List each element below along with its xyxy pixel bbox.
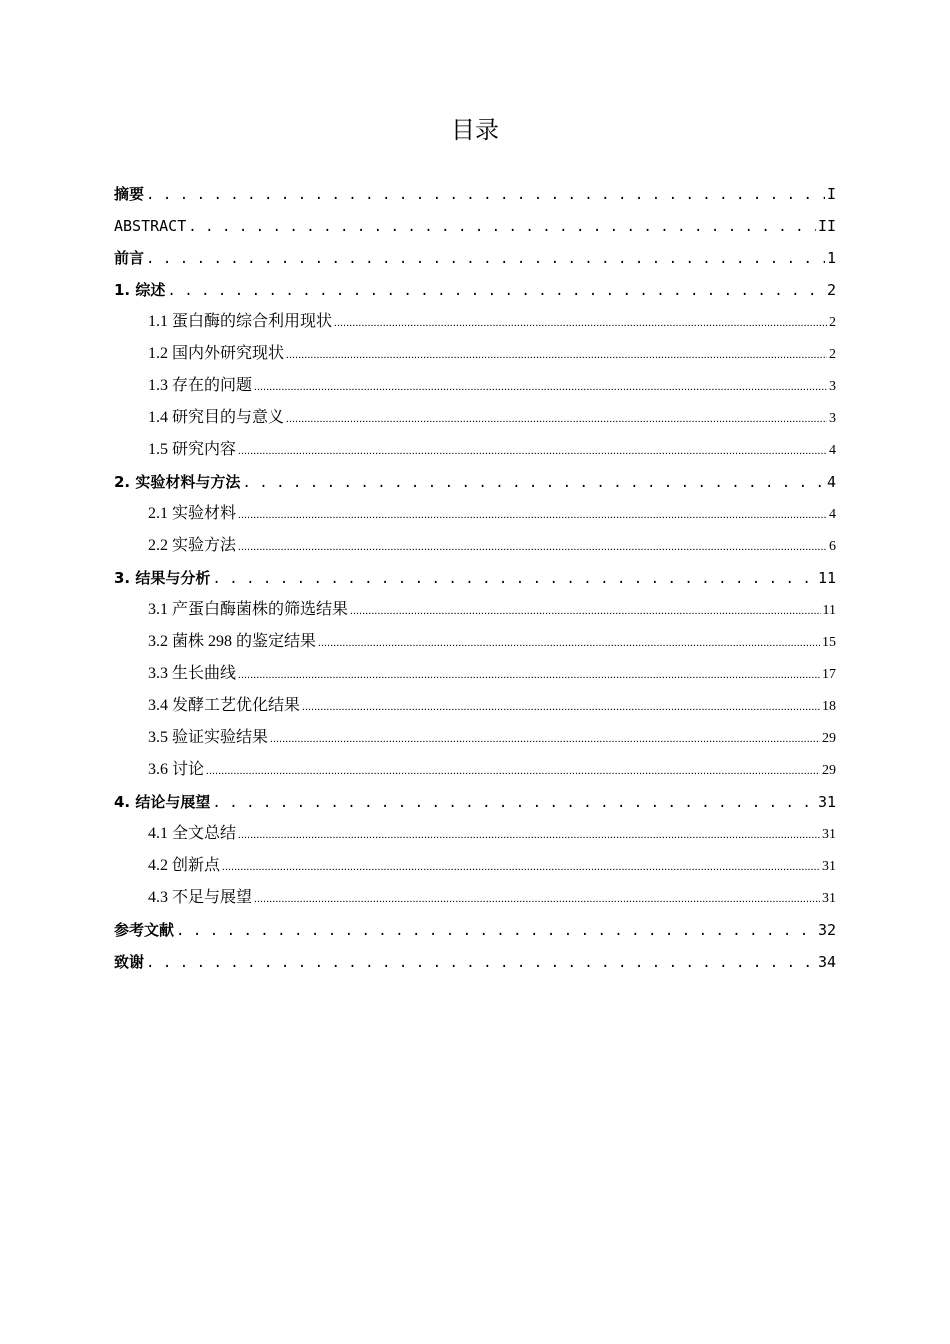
toc-entry[interactable] (114, 562, 836, 594)
toc-subentry[interactable] (114, 754, 836, 786)
dot-leader (146, 178, 825, 211)
dot-leader (212, 786, 816, 819)
toc-entry[interactable] (114, 274, 836, 306)
toc-entry-label: 1.4 研究目的与意义 (148, 409, 285, 426)
page-title: 目录 (451, 116, 499, 144)
toc-subentry[interactable] (114, 882, 836, 914)
toc-page-number: 11 (817, 569, 836, 587)
toc-entry-label: 摘要 (114, 185, 145, 203)
toc-entry-label: 4.3 不足与展望 (148, 889, 253, 906)
toc-entry-label: 1. 综述 (114, 281, 166, 299)
toc-subentry[interactable] (114, 818, 836, 850)
dot-leader (176, 914, 816, 947)
dot-leader (286, 402, 827, 435)
toc-subentry[interactable] (114, 850, 836, 882)
toc-entry[interactable] (114, 786, 836, 818)
toc-entry-label: 4. 结论与展望 (114, 793, 211, 811)
dot-leader (188, 210, 816, 243)
toc-page-number: 2 (829, 315, 836, 330)
toc-page-number: 34 (817, 953, 836, 971)
toc-page-number: 6 (829, 539, 836, 554)
toc-page-number: 31 (822, 891, 836, 906)
table-of-contents (114, 178, 836, 978)
toc-subentry[interactable] (114, 306, 836, 338)
toc-subentry[interactable] (114, 370, 836, 402)
toc-entry-label: 2.1 实验材料 (148, 505, 237, 522)
dot-leader (254, 370, 827, 403)
dot-leader (238, 434, 827, 467)
dot-leader (146, 946, 816, 979)
toc-entry-label: 3.4 发酵工艺优化结果 (148, 697, 301, 714)
toc-subentry[interactable] (114, 530, 836, 562)
toc-entry-label: 1.2 国内外研究现状 (148, 345, 285, 362)
toc-page-number: II (817, 217, 836, 235)
toc-entry-label: 前言 (114, 249, 145, 267)
toc-entry-label: 2.2 实验方法 (148, 537, 237, 554)
toc-page-number: 3 (829, 379, 836, 394)
dot-leader (254, 882, 820, 915)
toc-entry[interactable] (114, 946, 836, 978)
toc-page-number: 31 (817, 793, 836, 811)
toc-entry-label: 3.5 验证实验结果 (148, 729, 269, 746)
toc-page-number: 1 (826, 249, 836, 267)
toc-page-number: 31 (822, 859, 836, 874)
toc-page-number: 15 (822, 635, 836, 650)
toc-page-number: 29 (822, 763, 836, 778)
toc-subentry[interactable] (114, 338, 836, 370)
toc-page-number: 4 (829, 443, 836, 458)
dot-leader (222, 850, 820, 883)
toc-entry-label: 1.3 存在的问题 (148, 377, 253, 394)
toc-entry-label: ABSTRACT (114, 217, 187, 235)
dot-leader (238, 530, 827, 563)
toc-entry-label: 3.2 菌株 298 的鉴定结果 (148, 633, 317, 650)
dot-leader (318, 626, 820, 659)
toc-entry-label: 3.1 产蛋白酶菌株的筛选结果 (148, 601, 349, 618)
toc-entry-label: 2. 实验材料与方法 (114, 473, 241, 491)
toc-entry[interactable] (114, 178, 836, 210)
dot-leader (146, 242, 825, 275)
dot-leader (206, 754, 820, 787)
toc-page-number: 17 (822, 667, 836, 682)
toc-subentry[interactable] (114, 498, 836, 530)
dot-leader (238, 658, 820, 691)
toc-entry-label: 1.1 蛋白酶的综合利用现状 (148, 313, 333, 330)
toc-entry-label: 4.2 创新点 (148, 857, 221, 874)
dot-leader (238, 498, 827, 531)
toc-page-number: 11 (822, 603, 836, 618)
toc-subentry[interactable] (114, 434, 836, 466)
toc-page-number: 3 (829, 411, 836, 426)
toc-page-number: I (826, 185, 836, 203)
toc-entry-label: 3.3 生长曲线 (148, 665, 237, 682)
toc-entry-label: 致谢 (114, 953, 145, 971)
toc-subentry[interactable] (114, 658, 836, 690)
toc-entry[interactable] (114, 914, 836, 946)
dot-leader (212, 562, 816, 595)
toc-subentry[interactable] (114, 594, 836, 626)
toc-page-number: 4 (829, 507, 836, 522)
toc-entry-label: 3.6 讨论 (148, 761, 205, 778)
dot-leader (286, 338, 827, 371)
toc-page-number: 2 (829, 347, 836, 362)
dot-leader (167, 274, 825, 307)
dot-leader (334, 306, 827, 339)
toc-subentry[interactable] (114, 626, 836, 658)
dot-leader (270, 722, 820, 755)
toc-page-number: 32 (817, 921, 836, 939)
toc-page-number: 18 (822, 699, 836, 714)
toc-entry-label: 3. 结果与分析 (114, 569, 211, 587)
toc-subentry[interactable] (114, 722, 836, 754)
toc-subentry[interactable] (114, 690, 836, 722)
toc-subentry[interactable] (114, 402, 836, 434)
toc-entry-label: 4.1 全文总结 (148, 825, 237, 842)
toc-page-number: 2 (826, 281, 836, 299)
toc-entry[interactable] (114, 210, 836, 242)
dot-leader (242, 466, 825, 499)
dot-leader (350, 594, 821, 627)
toc-page-number: 31 (822, 827, 836, 842)
toc-entry[interactable] (114, 466, 836, 498)
toc-entry-label: 参考文献 (114, 921, 175, 939)
dot-leader (238, 818, 820, 851)
toc-entry-label: 1.5 研究内容 (148, 441, 237, 458)
toc-page-number: 29 (822, 731, 836, 746)
dot-leader (302, 690, 820, 723)
toc-entry[interactable] (114, 242, 836, 274)
toc-page-number: 4 (826, 473, 836, 491)
